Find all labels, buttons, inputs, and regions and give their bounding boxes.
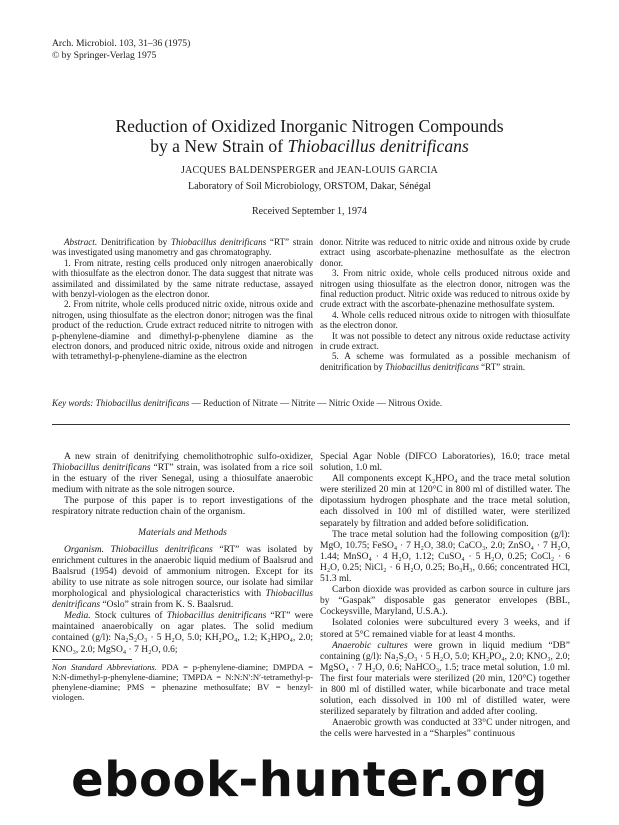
abstract-paragraph: 3. From nitric oxide, whole cells produced nitrous oxide and nitrogen using thiosulfate as the electron donor, nitrogen was the final reduction product. Nitric oxide was reduced to nitrous oxide by crude extract with the ascorbate-phenazine methosulfate system. — [320, 268, 570, 310]
abstract-paragraph — [320, 351, 570, 372]
body-paragraph: Carbon dioxide was provided as carbon source in culture jars by “Gaspak” disposable gas generator envelopes (BBL, Cockeysville, Maryland, U.S.A.). — [320, 585, 570, 618]
body-left-column — [52, 452, 313, 702]
purpose-paragraph: The purpose of this paper is to report investigations of the respiratory nitrate reduction chain of the organism. — [52, 496, 313, 518]
abstract-paragraph: donor. Nitrite was reduced to nitric oxide and nitrous oxide by crude extract using ascorbate-phenazine methosulfate as the electron donor. — [320, 237, 570, 268]
title-line-1: Reduction of Oxidized Inorganic Nitrogen Compounds — [115, 116, 504, 136]
paper-title — [40, 116, 579, 156]
body-paragraph: Anaerobic growth was conducted at 33°C under nitrogen, and the cells were harvested in a “Sharples” continuous — [320, 718, 570, 740]
abstract-paragraph: 1. From nitrate, resting cells produced only nitrogen anaerobically with thiosulfate as the electron donor. The data suggest that nitrate was assimilated and dissimilated by the same nitrate reductase, assayed with benzyl-viologen as the electron donor. — [52, 257, 313, 300]
abstract-paragraph: 4. Whole cells reduced nitrous oxide to nitrogen with thiosulfate as the electron donor. — [320, 309, 570, 331]
species-name: Thiobacillus denitrificans — [166, 611, 267, 622]
footnote-rule — [52, 659, 132, 660]
body-text: Stock cultures of — [90, 611, 167, 622]
paragraph-label: Media. — [64, 611, 91, 622]
paragraph-label: Organism. — [64, 544, 105, 555]
abstract-paragraph — [52, 237, 313, 258]
body-paragraph: Isolated colonies were subcultured every 3 weeks, and if stored at 5°C remained viable for at least 4 months. — [320, 618, 570, 640]
abstract-paragraph: 2. From nitrite, whole cells produced nitric oxide, nitrous oxide and nitrogen, using thiosulfate as the electron donor; nitrogen was the final product of the reduction. Crude extract reduced nitrite to nitrogen with p-phenylene-diamine and dimethyl-p-phenylene diamine as the electron donors, and produced nitric oxide, nitrous oxide and nitrogen with tetramethyl-p-phenylene-diamine as the electron — [52, 299, 313, 362]
body-text: “RT” strain, was isolated from a rice soil in the estuary of the river Senegal, using a thiosulfate anaerobic medium with nitrate as the sole nitrogen source. — [52, 463, 313, 496]
copyright-line: © by Springer-Verlag 1975 — [52, 50, 157, 61]
body-text — [104, 545, 111, 555]
keywords-label: Key words: — [52, 398, 94, 408]
species-name: Thiobacillus denitrificans — [52, 463, 151, 474]
journal-citation — [52, 38, 190, 62]
body-paragraph: The trace metal solution had the following composition (g/l): MgO, 10.75; FeSO₄ · 7 H₂O, 38.0; CaCO₃, 2.0; ZnSO₄ · 7 H₂O, 1.44; MnSO₄ · 4 H₂O, 1.12; CuSO₄ · 5 H₂O, 0.25; CoCl₂ · 6 H₂O, 0.25; NiCl₂ · 6 H₂O, 0.25; Bo₃H₃, 0.66; concentrated HCl, 51.3 ml. — [320, 529, 570, 585]
keywords — [52, 398, 570, 409]
paragraph-label: Anaerobic cultures — [332, 640, 408, 651]
body-text: “RT” was isolated by enrichment cultures in the anaerobic liquid medium of Baalsrud and Baalsrud (1954) devoid of ammonium nitrogen. Except for its ability to use nitrate as sole nitrogen source, our isolate had similar morphological and physiological characteristics with — [52, 544, 314, 600]
body-paragraph: Special Agar Noble (DIFCO Laboratories), 16.0; trace metal solution, 1.0 ml. — [320, 452, 570, 474]
body-text: “Oslo” strain from K. S. Baalsrud. — [100, 600, 234, 611]
abstract-text: 5. A scheme was formulated as a possible mechanism of denitrification by — [320, 351, 570, 372]
body-paragraph: All components except K₂HPO₄ and the trace metal solution were sterilized 20 min at 120°C in 800 ml of distilled water. The dipotassium hydrogen phosphate and the trace metal solution, each dissolved in 100 ml of distilled water, were sterilized separately by filtration and added before solidification. — [320, 474, 570, 529]
body-text: “RT” were maintained anaerobically on agar plates. The solid medium contained (g/l): Na₂S₂O₃ · 5 H₂O, 5.0; KH₂PO₄, 1.2; K₂HPO₄, 2.0; KNO₃, 2.0; MgSO₄ · 7 H₂O, 0.6; — [52, 611, 313, 655]
body-paragraph — [320, 641, 570, 719]
section-divider — [52, 424, 570, 425]
abstract-right-column — [320, 237, 570, 372]
media-paragraph — [52, 611, 313, 655]
abbreviations-footnote — [52, 662, 313, 702]
body-text: A new strain of denitrifying chemolithotrophic sulfo-oxidizer, — [64, 452, 313, 462]
section-heading: Materials and Methods — [138, 527, 227, 538]
species-name: Thiobacillus denitrificans — [52, 589, 313, 611]
title-line-2 — [40, 136, 579, 156]
organism-paragraph — [52, 545, 313, 612]
footnote-label: Non Standard Abbreviations. — [52, 661, 157, 672]
received-date: Received September 1, 1974 — [252, 206, 367, 217]
keywords-species: Thiobacillus denitrificans — [93, 398, 190, 408]
intro-paragraph — [52, 452, 313, 496]
species-name: Thiobacillus denitrificans — [110, 544, 213, 555]
watermark: ebook-hunter.org — [71, 752, 548, 808]
title-species: Thiobacillus denitrificans — [287, 136, 469, 156]
footnote-text: PDA = p-phenylene-diamine; DMPDA = N:N-dimethyl-p-phenylene-diamine; TMPDA = N:N:N′:N′-tetramethyl-p-phenylene-diamine; PMS = phenazine methosulfate; BV = benzyl-viologen. — [52, 661, 313, 702]
species-name: Thiobacillus denitrificans — [385, 361, 479, 372]
abstract-label: Abstract. — [64, 237, 98, 247]
abstract-text: “RT” strain was investigated using manometry and gas chromatography. — [52, 237, 314, 258]
title-line-2-prefix: by a New Strain of — [150, 136, 288, 156]
abstract-text: Denitrification by — [97, 237, 171, 247]
keywords-text: — Reduction of Nitrate — Nitrite — Nitric Oxide — Nitrous Oxide. — [189, 398, 443, 408]
authors: JACQUES BALDENSPERGER and JEAN-LOUIS GARCIA — [181, 165, 438, 176]
journal-line: Arch. Microbiol. 103, 31–36 (1975) — [52, 38, 191, 49]
body-right-column — [320, 452, 570, 740]
affiliation: Laboratory of Soil Microbiology, ORSTOM, Dakar, Sénégal — [188, 181, 431, 192]
abstract-text: “RT” strain. — [478, 361, 526, 372]
abstract-paragraph: It was not possible to detect any nitrous oxide reductase activity in crude extract. — [320, 330, 570, 352]
species-name: Thiobacillus denitrificans — [170, 237, 267, 247]
abstract-left-column — [52, 237, 313, 362]
body-text: were grown in liquid medium “DB” containing (g/l): Na₂S₂O₃ · 5 H₂O, 5.0; KH₂PO₄, 2.0; KNO₃, 2.0; MgSO₄ · 7 H₂O, 0.6; NaHCO₃, 1.5; trace metal solution, 1.0 ml. The first four materials were sterilized (20 min, 120°C) together in 800 ml of distilled water, while bicarbonate and trace metal solution, each dissolved in 100 ml of distilled water, were sterilized separately by filtration and added after cooling. — [320, 640, 570, 718]
